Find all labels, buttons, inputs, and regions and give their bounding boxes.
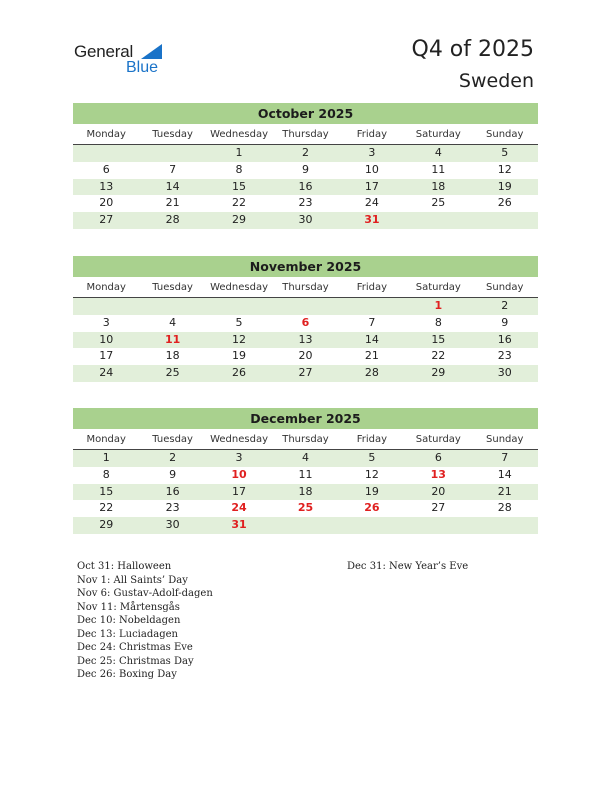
day-cell: 8 [235,162,243,176]
empty-day-cell [339,517,405,534]
day-cell: 20 [298,349,313,363]
day-cell: 6 [434,451,442,464]
day-cell: 11 [298,467,313,481]
day-cell: 31 [231,518,247,532]
weekday-label: Sunday [486,282,524,293]
weekday-label: Sunday [486,434,524,445]
month-calendar [73,256,538,382]
day-cell: 2 [301,146,309,159]
day-cell: 27 [298,366,313,380]
day-cell: 14 [165,179,180,193]
empty-day-cell [272,298,338,315]
day-cell: 25 [431,196,446,210]
weekday-label: Saturday [415,282,461,293]
day-cell: 4 [434,146,442,159]
day-cell: 14 [497,467,512,481]
day-cell: 23 [165,501,180,515]
empty-day-cell [206,298,272,315]
day-cell: 19 [232,349,247,363]
day-cell: 30 [298,213,313,227]
day-cell: 8 [434,315,442,329]
week-row [73,467,538,484]
day-cell: 17 [364,179,379,193]
day-cell: 18 [431,179,446,193]
day-cell: 1 [102,451,110,464]
weekday-label: Thursday [282,282,329,293]
day-cell: 2 [501,299,509,312]
day-cell: 9 [169,467,177,481]
day-cell: 9 [301,162,309,176]
day-cell: 7 [368,315,376,329]
holiday-list-left [77,560,213,682]
empty-day-cell [472,212,538,229]
day-cell: 6 [301,315,310,329]
day-cell: 19 [364,484,379,498]
day-cell: 21 [364,349,379,363]
day-cell: 15 [232,179,247,193]
week-row [73,195,538,212]
day-cell: 15 [99,484,114,498]
week-row [73,517,538,534]
day-cell: 5 [501,146,509,159]
day-cell: 16 [298,179,313,193]
week-row [73,212,538,229]
weekday-label: Friday [356,129,388,140]
day-cell: 20 [99,196,114,210]
day-cell: 10 [364,162,379,176]
weekday-label: Tuesday [152,129,193,140]
logo [74,42,174,78]
holiday-item: Nov 6: Gustav-Adolf-dagen [77,588,213,599]
weekday-row [73,279,538,298]
day-cell: 4 [169,315,177,329]
weekday-label: Friday [356,282,388,293]
weekday-label: Wednesday [210,282,268,293]
day-cell: 29 [431,366,446,380]
day-cell: 3 [102,315,110,329]
day-cell: 26 [232,366,247,380]
day-cell: 3 [235,451,243,464]
week-row [73,332,538,349]
weekday-label: Monday [86,129,126,140]
day-cell: 21 [165,196,180,210]
weekday-label: Wednesday [210,434,268,445]
weekday-label: Thursday [282,129,329,140]
page-title: Q4 of 2025 [411,37,534,62]
week-row [73,298,538,315]
day-cell: 10 [231,467,247,481]
day-cell: 6 [102,162,110,176]
empty-day-cell [139,298,205,315]
weekday-row [73,431,538,450]
day-cell: 1 [235,146,243,159]
day-cell: 28 [165,213,180,227]
day-cell: 26 [497,196,512,210]
day-cell: 22 [232,196,247,210]
day-cell: 12 [497,162,512,176]
day-cell: 24 [99,366,114,380]
weekday-label: Saturday [415,434,461,445]
holiday-item: Dec 24: Christmas Eve [77,642,193,653]
empty-day-cell [272,517,338,534]
weekday-label: Monday [86,282,126,293]
day-cell: 13 [298,332,313,346]
day-cell: 15 [431,332,446,346]
day-cell: 18 [165,349,180,363]
logo-general-text: General [74,42,134,61]
day-cell: 22 [431,349,446,363]
logo-blue-text: Blue [126,59,159,76]
day-cell: 8 [102,467,110,481]
weekday-label: Friday [356,434,388,445]
day-cell: 26 [364,501,380,515]
day-cell: 1 [434,299,443,312]
week-row [73,365,538,382]
month-calendar [73,408,538,534]
logo-triangle-icon [141,44,162,59]
day-cell: 25 [165,366,180,380]
day-cell: 22 [99,501,114,515]
week-row [73,162,538,179]
day-cell: 5 [235,315,243,329]
day-cell: 2 [169,451,177,464]
empty-day-cell [139,145,205,162]
week-row [73,484,538,501]
day-cell: 28 [364,366,379,380]
day-cell: 28 [497,501,512,515]
day-cell: 14 [364,332,379,346]
day-cell: 29 [99,518,114,532]
day-cell: 23 [497,349,512,363]
empty-day-cell [405,212,471,229]
month-calendar [73,103,538,229]
weekday-label: Monday [86,434,126,445]
day-cell: 17 [99,349,114,363]
week-row [73,179,538,196]
week-row [73,145,538,162]
weekday-row [73,126,538,145]
week-row [73,348,538,365]
day-cell: 12 [364,467,379,481]
day-cell: 13 [430,467,446,481]
holiday-list-right [347,560,468,574]
day-cell: 7 [169,162,177,176]
holiday-item: Nov 11: Mårtensgås [77,601,180,613]
month-header: November 2025 [73,256,538,277]
day-cell: 29 [232,213,247,227]
day-cell: 30 [497,366,512,380]
day-cell: 25 [297,501,314,515]
empty-day-cell [339,298,405,315]
day-cell: 18 [298,484,313,498]
holiday-item: Dec 26: Boxing Day [77,669,177,680]
day-cell: 23 [298,196,313,210]
day-cell: 11 [164,332,181,346]
day-cell: 5 [368,451,376,464]
day-cell: 11 [431,162,446,176]
day-cell: 9 [501,315,509,329]
empty-day-cell [73,145,139,162]
week-row [73,315,538,332]
country-subtitle: Sweden [458,70,534,92]
day-cell: 12 [232,332,247,346]
week-row [73,450,538,467]
day-cell: 27 [99,213,114,227]
day-cell: 3 [368,146,376,159]
day-cell: 31 [364,213,380,227]
weekday-label: Saturday [415,129,461,140]
day-cell: 16 [165,484,180,498]
day-cell: 30 [165,518,180,532]
day-cell: 20 [431,484,446,498]
day-cell: 24 [231,501,247,515]
holiday-item: Oct 31: Halloween [77,561,172,572]
holiday-item: Dec 13: Luciadagen [77,628,178,640]
month-header: December 2025 [73,408,538,429]
day-cell: 10 [99,332,114,346]
empty-day-cell [472,517,538,534]
weekday-label: Tuesday [152,282,193,293]
day-cell: 21 [497,484,512,498]
weekday-label: Thursday [282,434,329,445]
empty-day-cell [73,298,139,315]
month-header: October 2025 [73,103,538,124]
day-cell: 19 [497,179,512,193]
weekday-label: Sunday [486,129,524,140]
day-cell: 13 [99,179,114,193]
empty-day-cell [405,517,471,534]
day-cell: 17 [232,484,247,498]
weekday-label: Wednesday [210,129,268,140]
day-cell: 16 [497,332,512,346]
day-cell: 24 [364,196,379,210]
holiday-item: Dec 25: Christmas Day [77,655,194,667]
day-cell: 4 [301,451,309,464]
holiday-item: Dec 31: New Year’s Eve [347,561,469,572]
week-row [73,500,538,517]
day-cell: 27 [431,501,446,515]
holiday-item: Dec 10: Nobeldagen [77,615,181,626]
weekday-label: Tuesday [152,434,193,445]
holiday-item: Nov 1: All Saints’ Day [77,574,188,586]
day-cell: 7 [501,451,509,464]
